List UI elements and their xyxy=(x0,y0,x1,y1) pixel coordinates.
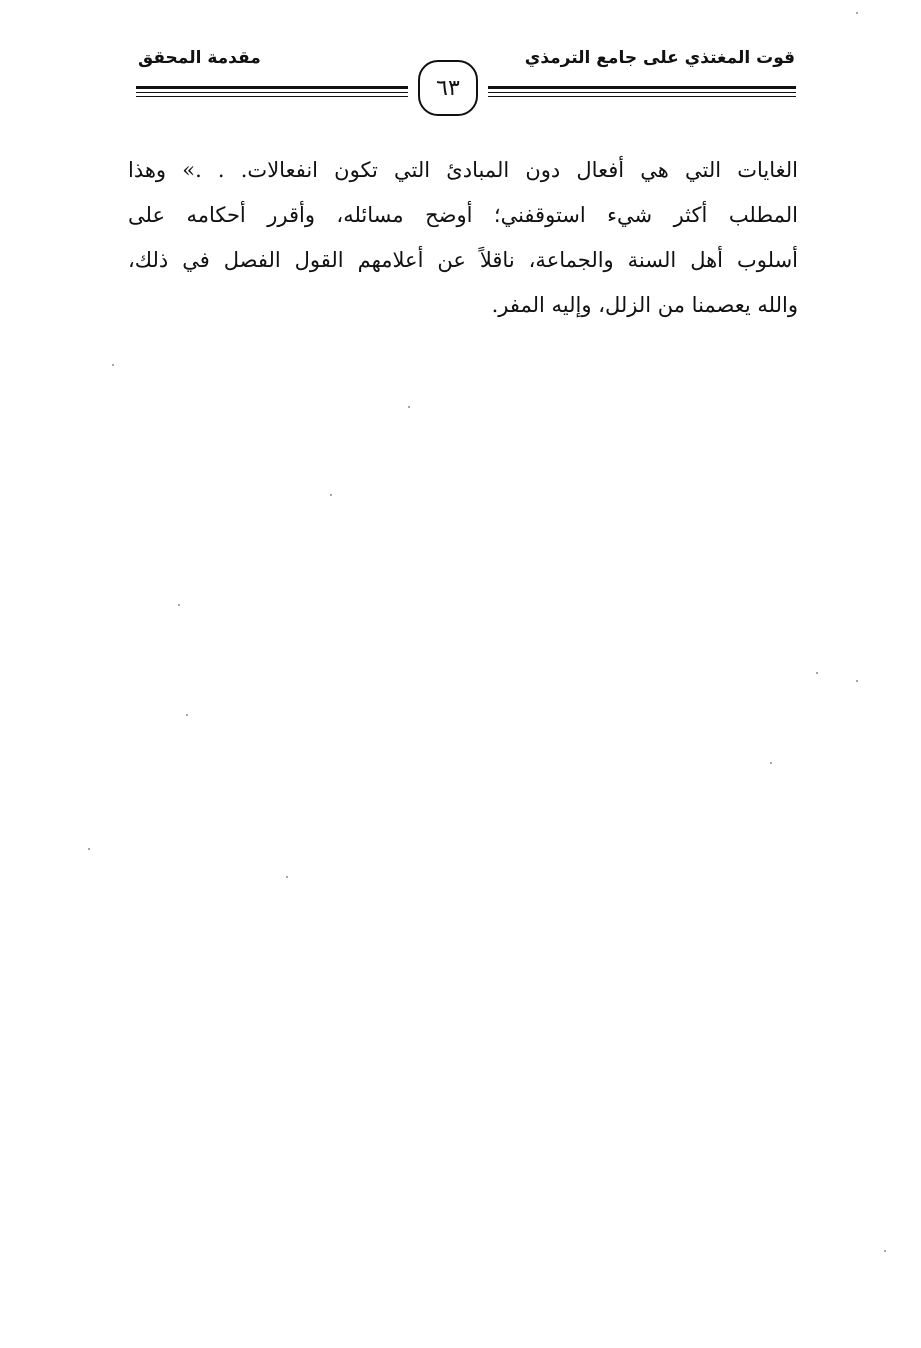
scan-speck xyxy=(88,848,90,850)
scan-speck xyxy=(112,364,114,366)
scan-speck xyxy=(286,876,288,878)
body-line-4: والله يعصمنا من الزلل، وإليه المفر. xyxy=(491,293,798,317)
body-line-2: المطلب أكثر شيء استوقفني؛ أوضح مسائله، وأقرر أحكامه على xyxy=(128,203,798,227)
scan-speck xyxy=(816,672,818,674)
scan-speck xyxy=(770,762,772,764)
body-text xyxy=(128,148,798,328)
scan-speck xyxy=(178,604,180,606)
body-line-1: الغايات التي هي أفعال دون المبادئ التي تكون انفعالات. . .» وهذا xyxy=(128,158,798,182)
scan-speck xyxy=(856,12,858,14)
scan-speck xyxy=(884,1250,886,1252)
scan-speck xyxy=(186,714,188,716)
scan-speck xyxy=(330,494,332,496)
page-header xyxy=(0,0,921,130)
section-title: مقدمة المحقق xyxy=(138,48,261,68)
page-number: ٦٣ xyxy=(418,60,478,116)
scan-speck xyxy=(856,680,858,682)
body-line-3: أسلوب أهل السنة والجماعة، ناقلاً عن أعلامهم القول الفصل في ذلك، xyxy=(128,248,798,272)
scan-speck xyxy=(408,406,410,408)
book-title: قوت المغتذي على جامع الترمذي xyxy=(524,48,795,68)
body-paragraph xyxy=(128,148,798,328)
